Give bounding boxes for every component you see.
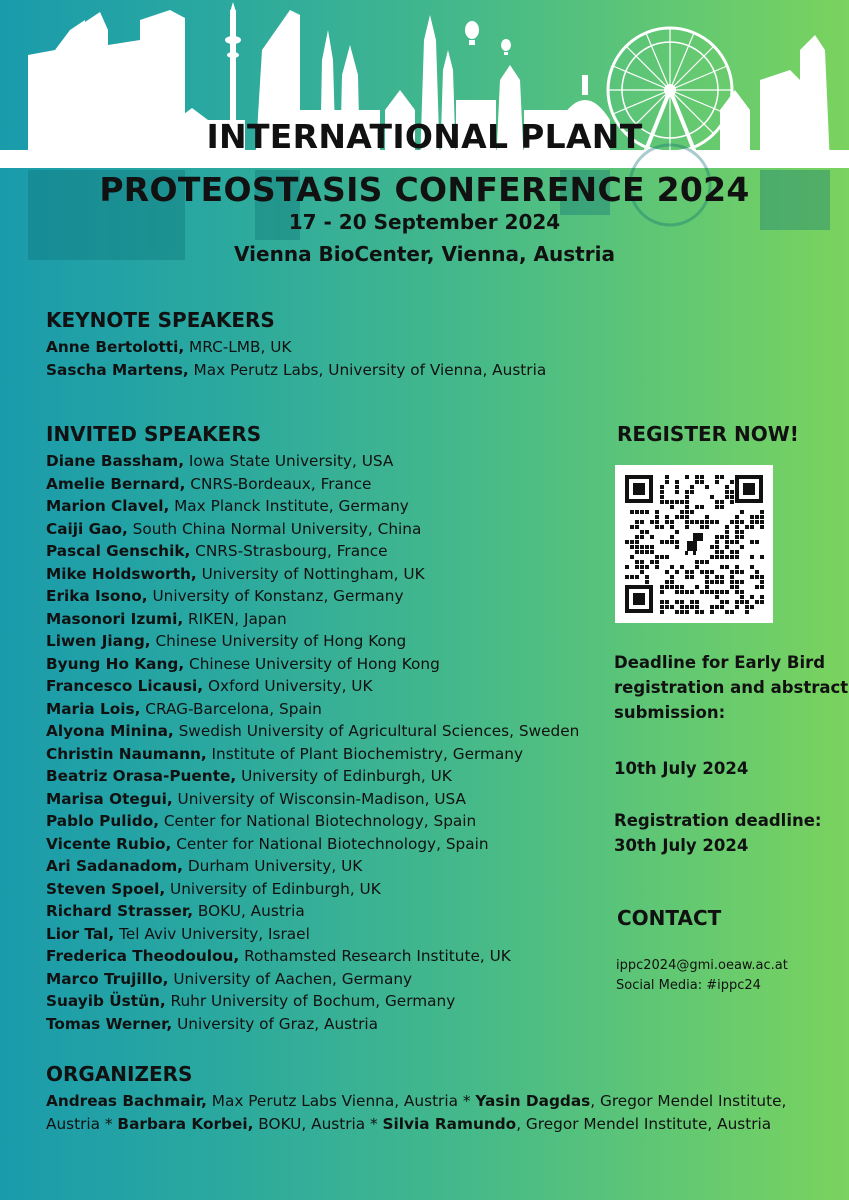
speaker-name: Byung Ho Kang, [46,654,185,673]
list-item [46,743,579,766]
deadline-line: submission: [614,703,726,722]
list-item [46,473,579,496]
list-item [46,855,579,878]
speaker-affiliation: MRC-LMB, UK [184,338,292,356]
speaker-name: Caiji Gao, [46,519,128,538]
speaker-affiliation: University of Graz, Austria [172,1014,379,1033]
contact-heading: CONTACT [617,906,722,930]
speaker-affiliation: RIKEN, Japan [183,609,287,628]
speaker-affiliation: BOKU, Austria [193,902,305,920]
list-item [46,833,579,856]
speaker-name: Pascal Genschik, [46,542,191,560]
speaker-name: Marion Clavel, [46,497,170,515]
title-line-1: INTERNATIONAL PLANT [206,117,643,156]
contact-info [616,956,788,996]
list-item [46,923,579,946]
speaker-name: Masonori Izumi, [46,609,184,628]
speaker-name: Beatriz Orasa-Puente, [46,767,237,785]
list-item [46,990,579,1013]
list-item [46,1013,579,1036]
speaker-name: Mike Holdsworth, [46,564,197,583]
organizer-affiliation: , Gregor Mendel Institute, Austria [516,1115,772,1133]
deadline-line: Registration deadline: [614,811,822,830]
speaker-affiliation: Swedish University of Agricultural Sciences, Sweden [173,722,580,740]
speaker-name: Ari Sadanadom, [46,857,183,875]
speaker-name: Marco Trujillo, [46,969,169,988]
list-item [46,540,579,563]
speaker-name: Marisa Otegui, [46,789,173,808]
conference-dates: 17 - 20 September 2024 [288,210,561,234]
speaker-name: Suayib Üstün, [46,992,166,1010]
speaker-affiliation: University of Nottingham, UK [196,564,425,583]
speaker-name: Anne Bertolotti, [46,338,185,356]
speaker-affiliation: Rothamsted Research Institute, UK [239,947,511,965]
list-item [46,968,579,991]
speaker-name: Tomas Werner, [46,1014,173,1033]
speaker-name: Steven Spoel, [46,879,166,898]
invited-list [46,450,579,1035]
list-item [46,900,579,923]
early-bird-deadline [614,650,848,725]
speaker-name: Francesco Licausi, [46,677,204,695]
speaker-affiliation: University of Wisconsin-Madison, USA [172,789,467,808]
organizers-heading: ORGANIZERS [46,1062,193,1086]
speaker-affiliation: CNRS-Bordeaux, France [185,474,372,493]
conference-venue: Vienna BioCenter, Vienna, Austria [234,242,615,266]
speaker-affiliation: Ruhr University of Bochum, Germany [165,992,456,1010]
speaker-affiliation: Durham University, UK [183,857,363,875]
keynote-heading: KEYNOTE SPEAKERS [46,308,275,332]
list-item [46,945,579,968]
list-item [46,878,579,901]
speaker-affiliation: University of Edinburgh, UK [236,767,452,785]
speaker-name: Pablo Pulido, [46,812,160,830]
speaker-name: Maria Lois, [46,699,141,718]
list-item [46,630,579,653]
speaker-affiliation: Center for National Biotechnology, Spain [171,834,489,853]
speaker-affiliation: Chinese University of Hong Kong [150,632,407,650]
early-bird-date: 10th July 2024 [614,759,749,778]
speaker-affiliation: Oxford University, UK [203,677,373,695]
keynote-list [46,336,546,381]
list-item [46,698,579,721]
organizer-affiliation: , Gregor Mendel Institute, Austria * [46,1092,787,1133]
list-item [46,810,579,833]
speaker-name: Richard Strasser, [46,902,194,920]
organizer-name: Andreas Bachmair, [46,1092,207,1110]
speaker-affiliation: CNRS-Strasbourg, France [190,542,388,560]
speaker-affiliation: Iowa State University, USA [184,452,394,470]
list-item [46,765,579,788]
speaker-name: Vicente Rubio, [46,834,172,853]
list-item [46,608,579,631]
list-item [46,720,579,743]
speaker-name: Erika Isono, [46,587,148,605]
speaker-affiliation: South China Normal University, China [127,519,422,538]
list-item [46,675,579,698]
organizer-name: Barbara Korbei, [117,1115,254,1133]
list-item [46,518,579,541]
list-item [46,563,579,586]
title-line-2: PROTEOSTASIS CONFERENCE 2024 [99,170,750,209]
list-item [46,450,579,473]
hot-air-balloon-icon [465,21,511,55]
contact-email[interactable]: ippc2024@gmi.oeaw.ac.at [616,958,788,973]
speaker-name: Diane Bassham, [46,452,185,470]
speaker-affiliation: CRAG-Barcelona, Spain [140,699,322,718]
speaker-name: Amelie Bernard, [46,474,186,493]
speaker-affiliation: Max Planck Institute, Germany [169,497,409,515]
organizer-name: Yasin Dagdas [475,1092,591,1110]
deadline-line: 30th July 2024 [614,836,749,855]
invited-heading: INVITED SPEAKERS [46,422,262,446]
list-item [46,653,579,676]
organizer-name: Silvia Ramundo [382,1115,517,1133]
speaker-affiliation: University of Edinburgh, UK [165,879,381,898]
speaker-name: Frederica Theodoulou, [46,947,240,965]
deadline-line: Deadline for Early Bird [614,653,826,672]
speaker-affiliation: Tel Aviv University, Israel [114,924,310,943]
list-item [46,336,546,359]
organizer-affiliation: Max Perutz Labs Vienna, Austria * [206,1092,476,1110]
speaker-affiliation: Institute of Plant Biochemistry, Germany [206,744,524,763]
speaker-affiliation: University of Konstanz, Germany [147,587,404,605]
speaker-name: Christin Naumann, [46,744,207,763]
deadline-line: registration and abstract [614,678,849,697]
register-heading: REGISTER NOW! [617,422,799,446]
speaker-affiliation: University of Aachen, Germany [168,969,413,988]
qr-code[interactable] [615,465,773,623]
speaker-affiliation: Max Perutz Labs, University of Vienna, Austria [188,360,547,379]
social-media: Social Media: #ippc24 [616,978,761,993]
organizers-text [46,1090,806,1136]
registration-deadline [614,808,822,858]
speaker-affiliation: Center for National Biotechnology, Spain [159,812,477,830]
list-item [46,585,579,608]
speaker-name: Alyona Minina, [46,722,174,740]
speaker-name: Lior Tal, [46,924,115,943]
list-item [46,788,579,811]
speaker-name: Sascha Martens, [46,360,189,379]
speaker-affiliation: Chinese University of Hong Kong [184,654,440,673]
speaker-name: Liwen Jiang, [46,632,151,650]
list-item [46,359,546,382]
list-item [46,495,579,518]
organizer-affiliation: BOKU, Austria * [253,1115,383,1133]
dinosaur-icon [683,531,705,557]
